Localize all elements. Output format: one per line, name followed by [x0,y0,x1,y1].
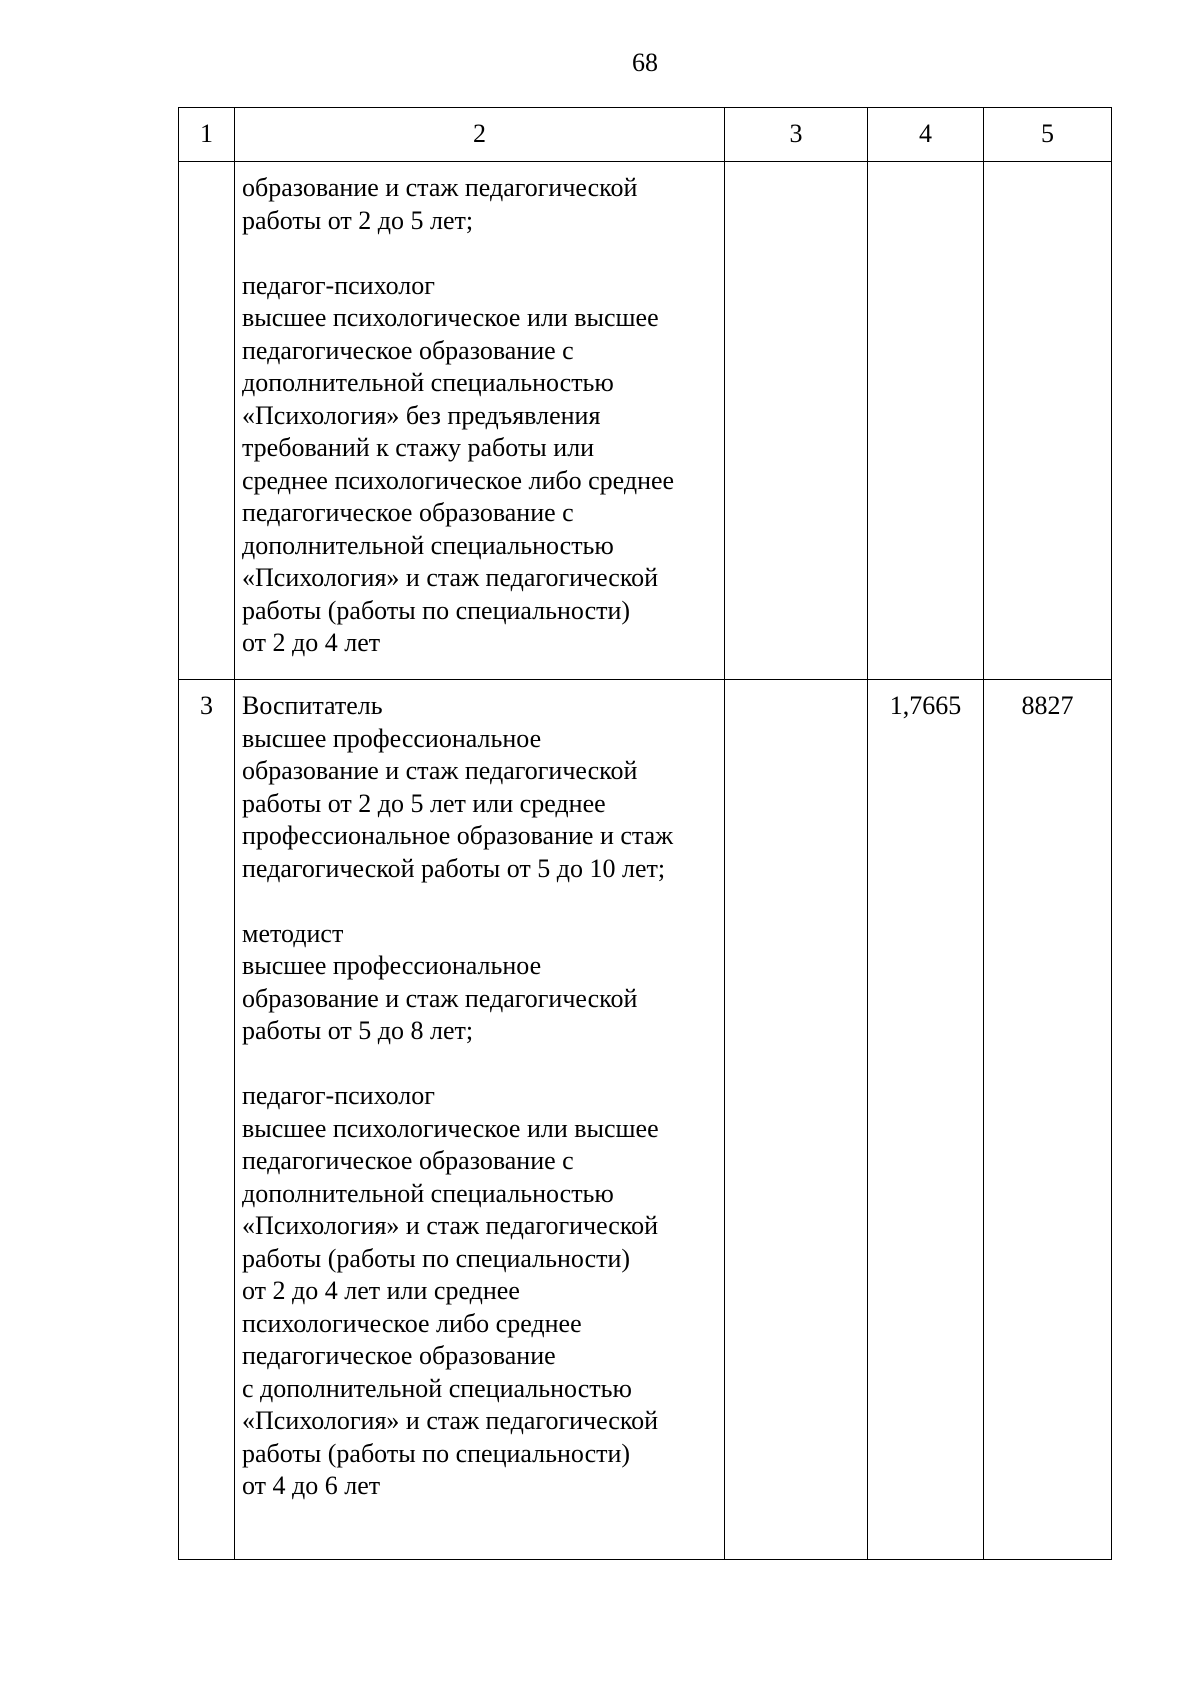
table-row [179,162,1112,680]
column-3-cell [725,680,868,1560]
coefficient-cell [868,162,984,680]
header-cell-3: 3 [725,108,868,162]
page-number: 68 [632,48,658,77]
salary-cell: 8827 [984,680,1112,1560]
position-requirements-cell: Воспитатель высшее профессиональное образование и стаж педагогической работы от 2 до 5 лет или среднее профессиональное образование и стаж педагогической работы от 5 до 10 лет; методист высшее профессиональное образование и стаж педагогической работы от 5 до 8 лет; педагог-психолог высшее психологическое или высшее педагогическое образование с дополнительной специальностью «Психология» и стаж педагогической работы (работы по специальности) от 2 до 4 лет или среднее психологическое либо среднее педагогическое образование с дополнительной специальностью «Психология» и стаж педагогической работы (работы по специальности) от 4 до 6 лет [235,680,725,1560]
salary-cell [984,162,1112,680]
header-cell-5: 5 [984,108,1112,162]
row-number-cell: 3 [179,680,235,1560]
header-cell-1: 1 [179,108,235,162]
table-header-row [179,108,1112,162]
position-requirements-cell: образование и стаж педагогической работы от 2 до 5 лет; педагог-психолог высшее психологическое или высшее педагогическое образование с дополнительной специальностью «Психология» без предъявления требований к стажу работы или среднее психологическое либо среднее педагогическое образование с дополнительной специальностью «Психология» и стаж педагогической работы (работы по специальности) от 2 до 4 лет [235,162,725,680]
row-number-cell [179,162,235,680]
coefficient-cell: 1,7665 [868,680,984,1560]
salary-table [178,107,1112,1560]
column-3-cell [725,162,868,680]
header-cell-4: 4 [868,108,984,162]
table-row [179,680,1112,1560]
header-cell-2: 2 [235,108,725,162]
